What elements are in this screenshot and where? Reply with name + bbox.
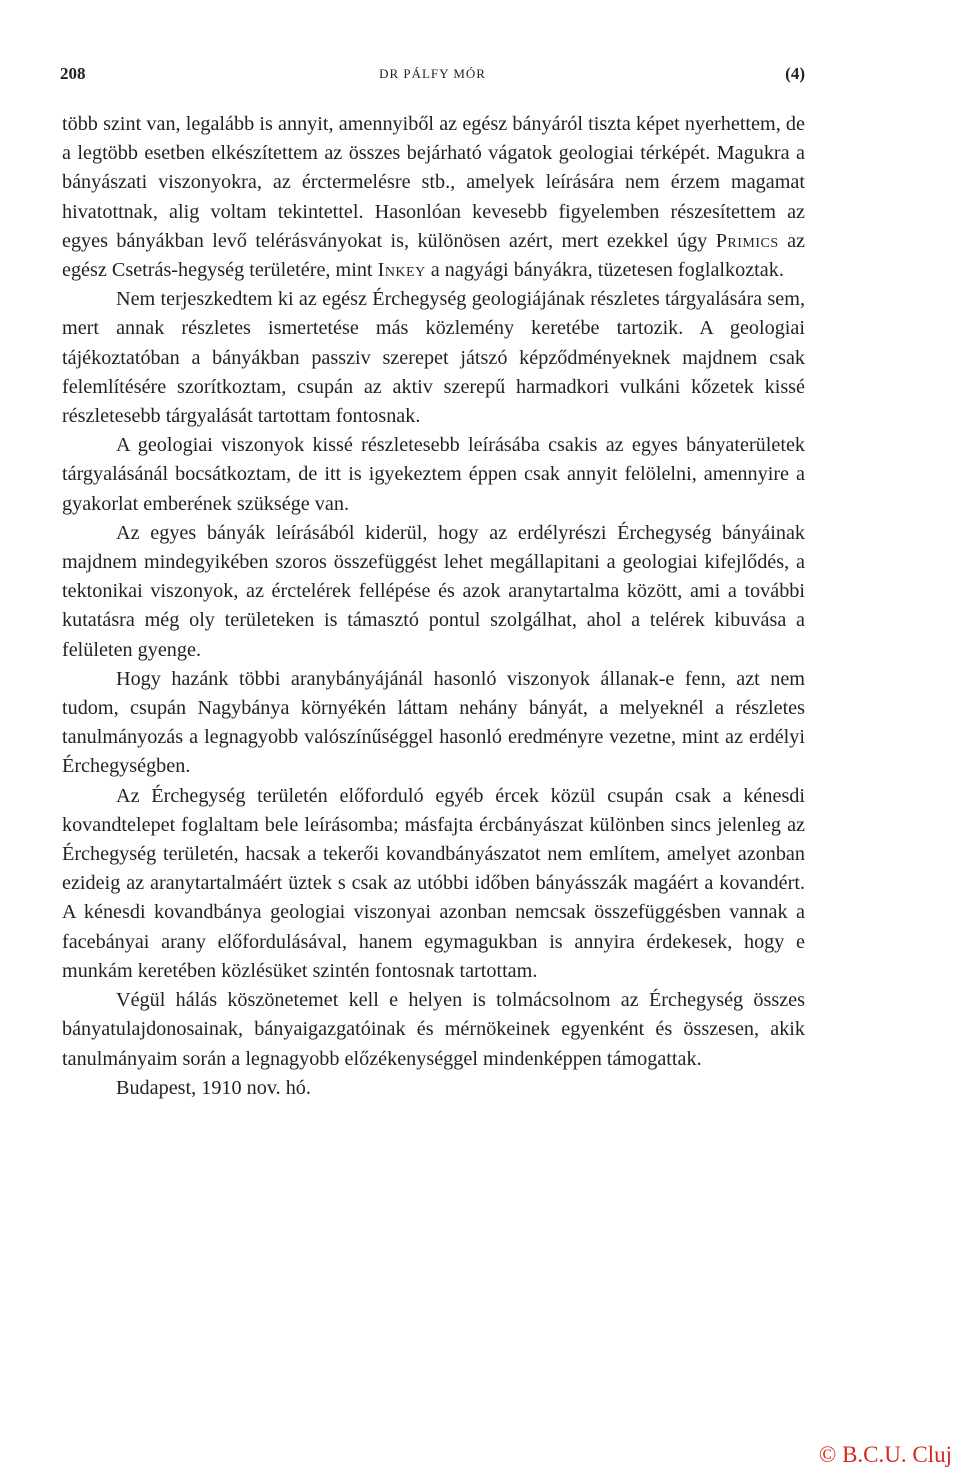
paragraph: Az egyes bányák leírásából kiderül, hogy az erdélyrészi Érchegység bányáinak majdnem mindegyikében szoros összefüggést lehet megállapitani a geologiai kifejlődés, a tektonikai viszonyok, az érctelérek fellépése és azok aranytartalma között, ami a további kutatásra még oly területeken is támasztó pontul szolgálhat, ahol a telérek kibuvása a felületen gyenge. (62, 521, 805, 661)
body-text (62, 110, 805, 1103)
author-name: Inkey (377, 259, 426, 282)
author-name: Primics (715, 229, 779, 252)
paragraph: Az Érchegység területén előforduló egyéb ércek közül csupán csak a kénesdi kovandtelepet foglaltam bele leírásomba; másfajta ércbányászat különben sincs jelenleg az Érchegység területén, hacsak a tekerői kovandbányászatot nem említem, amelyet azonban ezideig az aranytartalmáért üztek s csak az utóbbi időben bányásszák magáért a kovandért. A kénesdi kovandbánya geologiai viszonyai azonban nemcsak összefüggésben vannak a facebányai arany előfordulásával, hanem egymagukban is annyira érdekesek, hogy e munkám keretében közlésüket szintén fontosnak tartottam. (62, 784, 805, 982)
paragraph: Végül hálás köszönetemet kell e helyen is tolmácsolnom az Érchegység összes bányatulajdonosainak, bányaigazgatóinak és mérnökeinek egyenként és összesen, akik tanulmányaim során a legnagyobb előzékenységgel mindenképpen támogattak. (62, 989, 805, 1070)
running-head: DR PÁLFY MÓR (379, 66, 486, 81)
text-segment: a nagyági bányákra, tüzetesen foglalkoztak. (425, 259, 784, 282)
closing-line: Budapest, 1910 nov. hó. (116, 1076, 311, 1099)
paragraph: A geologiai viszonyok kissé részletesebb leírásába csakis az egyes bányaterületek tárgyalásánál bocsátkoztam, de itt is igyekeztem éppen csak annyit felölelni, amennyire a gyakorlat emberének szüksége van. (62, 434, 805, 515)
paragraph: Nem terjeszkedtem ki az egész Érchegység geologiájának részletes tárgyalására sem, mert annak részletes ismertetése más közlemény keretébe tartozik. A geologiai tájékoztatóban a bányákban passziv szerepet játszó képződményeknek majdnem csak felemlítésére szorítkoztam, csupán az aktiv szerepű harmadkori vulkáni kőzetek kissé részletesebb tárgyalását tartottam fontosnak. (62, 288, 805, 428)
watermark: © B.C.U. Cluj (818, 1442, 952, 1467)
section-number: (4) (785, 64, 805, 83)
paragraph: Hogy hazánk többi aranybányájánál hasonló viszonyok állanak-e fenn, azt nem tudom, csupán Nagybánya környékén láttam nehány bányát, a melyeknél a részletes tanulmányozás a legnagyobb valószínűséggel hasonló eredményre vezetne, mint az erdélyi Érchegységben. (62, 667, 805, 778)
text-segment: az egész Csetrás-hegység területére, mint (62, 229, 805, 282)
paragraph (62, 110, 805, 285)
text-segment: több szint van, legalább is annyit, amennyiből az egész bányáról tiszta képet nyerhettem, de a legtöbb esetben elkészítettem az összes bejárható vágatok geologiai térképét. Magukra a bányászati viszonyokra, az érctermelésre stb., amelyek leírására nem érzem magamat hivatottnak, alig voltam tekintettel. Hasonlóan kevesebb figyelemben részesítettem az egyes bányákban levő telérásványokat is, különösen azért, mert ezekkel úgy (62, 113, 805, 252)
page-number: 208 (60, 64, 86, 83)
page-header (60, 58, 805, 88)
